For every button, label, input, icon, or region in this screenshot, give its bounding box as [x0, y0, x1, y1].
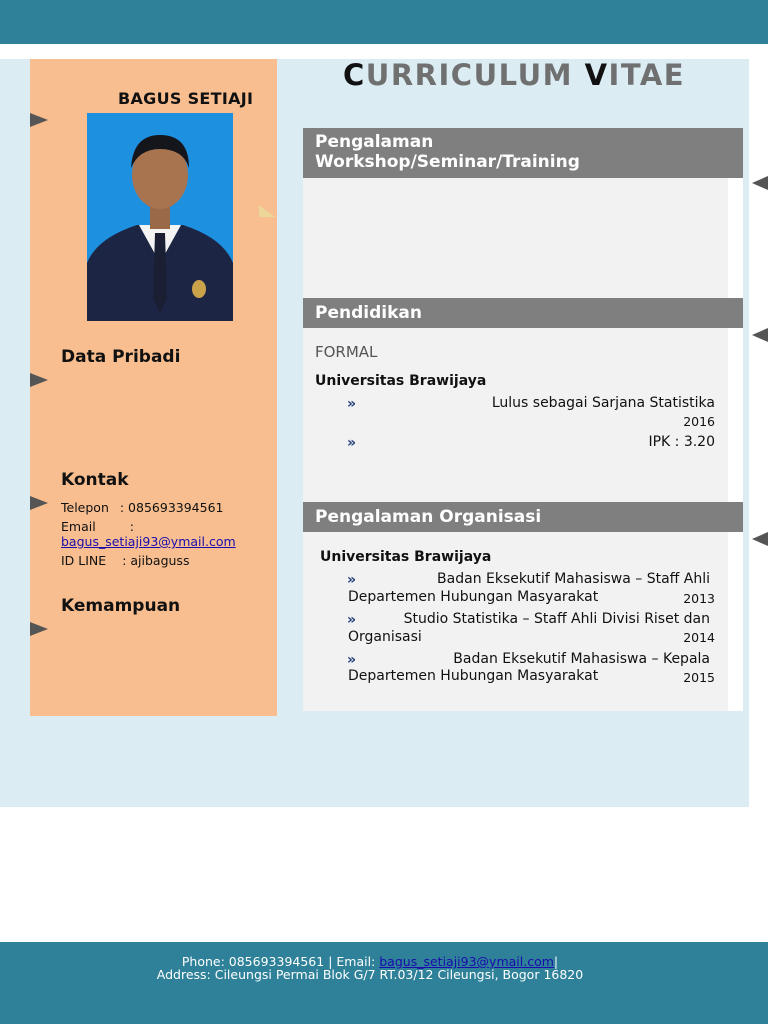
footer-address: Address: Cileungsi Permai Blok G/7 RT.03/12 Cileungsi, Bogor 16820 — [156, 967, 584, 982]
data-pribadi-heading: Data Pribadi — [61, 347, 181, 367]
workshop-section-body — [303, 178, 728, 298]
pendidikan-item-year: 2016 — [683, 414, 715, 429]
organisasi-item-line2: Departemen Hubungan Masyarakat — [348, 668, 599, 684]
marker-triangle-icon — [30, 496, 48, 510]
decorative-shape — [259, 205, 275, 217]
organisasi-item-line1: Studio Statistika – Staff Ahli Divisi Riset dan — [403, 611, 710, 627]
kemampuan-heading: Kemampuan — [61, 596, 181, 616]
phone-label: Telepon — [61, 500, 109, 515]
marker-triangle-icon — [30, 113, 48, 127]
organisasi-section-header: Pengalaman Organisasi — [303, 502, 743, 532]
contact-phone — [61, 500, 224, 516]
idline-label: ID LINE — [61, 553, 107, 568]
marker-triangle-icon — [752, 328, 768, 342]
email-link[interactable]: bagus_setiaji93@ymail.com — [61, 534, 236, 549]
organisasi-item-line2: Organisasi — [348, 629, 422, 645]
idline-value: : ajibaguss — [122, 553, 190, 568]
marker-triangle-icon — [752, 176, 768, 190]
organisasi-item-line1: Badan Eksekutif Mahasiswa – Kepala — [453, 651, 710, 667]
contact-email — [61, 519, 134, 535]
profile-name: BAGUS SETIAJI — [118, 89, 254, 108]
email-separator: : — [129, 519, 134, 534]
email-label: Email — [61, 519, 96, 534]
marker-triangle-icon — [30, 373, 48, 387]
right-strip — [728, 532, 743, 711]
bullet-icon: » — [347, 572, 357, 588]
profile-photo — [87, 113, 233, 321]
page-title: CURRICULUM VITAE — [343, 58, 686, 92]
bullet-icon: » — [347, 652, 357, 668]
pendidikan-university: Universitas Brawijaya — [315, 373, 487, 389]
right-strip — [728, 178, 743, 298]
kontak-heading: Kontak — [61, 470, 129, 490]
organisasi-item-year: 2013 — [683, 591, 715, 606]
right-strip — [728, 328, 743, 502]
bullet-icon: » — [347, 435, 357, 451]
footer-separator: | — [553, 954, 559, 969]
bullet-icon: » — [347, 612, 357, 628]
pendidikan-item-text: IPK : 3.20 — [648, 434, 715, 450]
contact-email-link-row — [61, 534, 236, 550]
phone-value: : 085693394561 — [119, 500, 224, 515]
pendidikan-item-text: Lulus sebagai Sarjana Statistika — [491, 395, 715, 411]
pendidikan-section-header: Pendidikan — [303, 298, 743, 328]
organisasi-university: Universitas Brawijaya — [320, 549, 492, 565]
footer-phone: Phone: 085693394561 | Email: — [181, 954, 380, 969]
contact-idline — [61, 553, 189, 569]
bullet-icon: » — [347, 396, 357, 412]
organisasi-item-year: 2015 — [683, 670, 715, 685]
marker-triangle-icon — [30, 622, 48, 636]
workshop-section-header: Pengalaman Workshop/Seminar/Training — [303, 128, 743, 178]
marker-triangle-icon — [752, 532, 768, 546]
organisasi-item-year: 2014 — [683, 630, 715, 645]
organisasi-item-line2: Departemen Hubungan Masyarakat — [348, 589, 599, 605]
footer-email-link[interactable]: bagus_setiaji93@ymail.com — [379, 954, 554, 969]
formal-label: FORMAL — [315, 343, 378, 361]
organisasi-item-line1: Badan Eksekutif Mahasiswa – Staff Ahli — [437, 571, 710, 587]
top-banner — [0, 0, 768, 44]
